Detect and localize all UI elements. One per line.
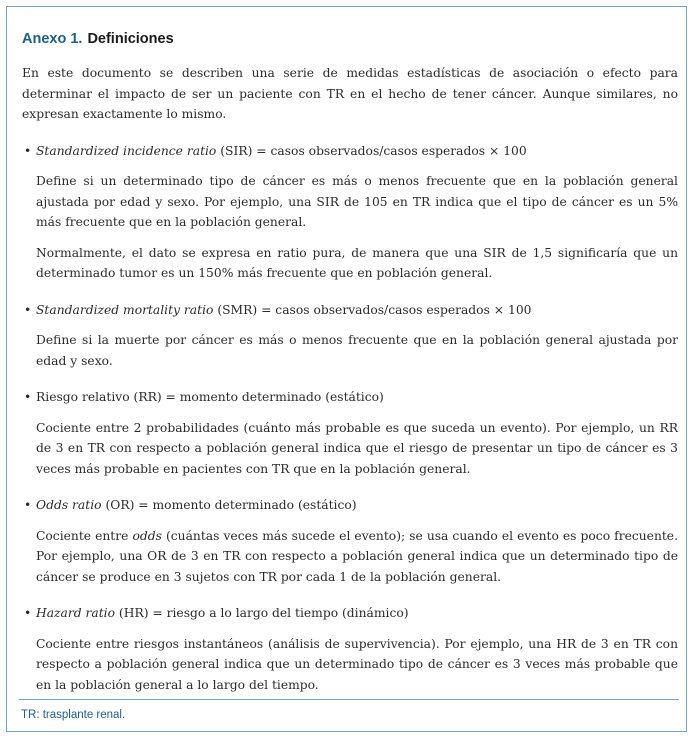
text-run: Cociente entre: [36, 528, 133, 543]
definition-heading: [22, 603, 678, 624]
annex-title-text: Definiciones: [87, 31, 174, 47]
definition-heading: [22, 300, 678, 321]
footnote: TR: trasplante renal.: [21, 709, 126, 721]
definition-paragraph: Cociente entre 2 probabilidades (cuánto más probable es que suceda un evento). Por ejemplo, un RR de 3 en TR con respecto a población general indica que el riesgo de presentar un tipo de cáncer es 3 veces más probable en pacientes con TR que en la población general.: [36, 420, 678, 476]
definition-or: [22, 495, 678, 587]
annex-box: [6, 6, 687, 732]
definition-heading: [22, 387, 678, 408]
bullet-icon: •: [24, 302, 32, 317]
definition-term: Standardized incidence ratio: [36, 143, 217, 158]
definition-formula: (SIR) = casos observados/casos esperados × 100: [216, 143, 527, 158]
definition-hr: [22, 603, 678, 695]
bullet-icon: •: [24, 390, 32, 404]
bullet-icon: •: [24, 498, 32, 512]
definition-rr: [22, 387, 678, 479]
definition-formula: (OR) = momento determinado (estático): [101, 498, 357, 512]
definition-term: Hazard ratio: [36, 606, 116, 620]
definition-term: Standardized mortality ratio: [36, 302, 214, 317]
definition-paragraph: Define si un determinado tipo de cáncer es más o menos frecuente que en la población general ajustada por edad y sexo. Por ejemplo, una SIR de 105 en TR indica que el tipo de cáncer es un 5% más frecuente que en la población general.: [36, 174, 678, 229]
text-run-italic: odds: [132, 528, 162, 543]
bullet-icon: •: [24, 143, 32, 158]
definition-paragraph: Normalmente, el dato se expresa en ratio pura, de manera que una SIR de 1,5 significaría que un determinado tumor es un 150% más frecuente que en población general.: [36, 245, 678, 280]
intro-paragraph: En este documento se describen una serie de medidas estadísticas de asociación o efecto para determinar el impacto de ser un paciente con TR en el hecho de tener cáncer. Aunque similares, no expresan exactamente lo mismo.: [22, 66, 678, 121]
definition-sir: [22, 141, 678, 284]
definition-paragraph: Define si la muerte por cáncer es más o menos frecuente que en la población general ajustada por edad y sexo.: [36, 333, 678, 368]
bullet-icon: •: [24, 606, 32, 620]
annex-title: [22, 31, 174, 47]
definition-formula: (SMR) = casos observados/casos esperados × 100: [213, 302, 532, 317]
definition-heading: [22, 495, 678, 516]
text-run: (cuántas veces más sucede el evento); se usa cuando el evento es poco frecuente. Por ejemplo, una OR de 3 en TR con respecto a población general indica que un determinado tipo de cáncer se produce en 3 sujetos con TR por cada 1 de la población general.: [36, 528, 678, 584]
definition-paragraph: [22, 526, 678, 588]
definition-formula: Riesgo relativo (RR) = momento determinado (estático): [36, 390, 384, 404]
definition-paragraph: Cociente entre riesgos instantáneos (análisis de supervivencia). Por ejemplo, una HR de 3 en TR con respecto a población general indica que un determinado tipo de cáncer es 3 veces más probable que en la población general a lo largo del tiempo.: [36, 636, 678, 692]
definition-smr: [22, 300, 678, 372]
annex-content: [22, 63, 678, 695]
definition-heading: [22, 141, 678, 162]
definition-formula: (HR) = riesgo a lo largo del tiempo (dinámico): [115, 606, 409, 620]
footnote-divider: [19, 699, 679, 700]
definition-term: Odds ratio: [36, 498, 102, 512]
annex-number: Anexo 1.: [22, 31, 83, 47]
